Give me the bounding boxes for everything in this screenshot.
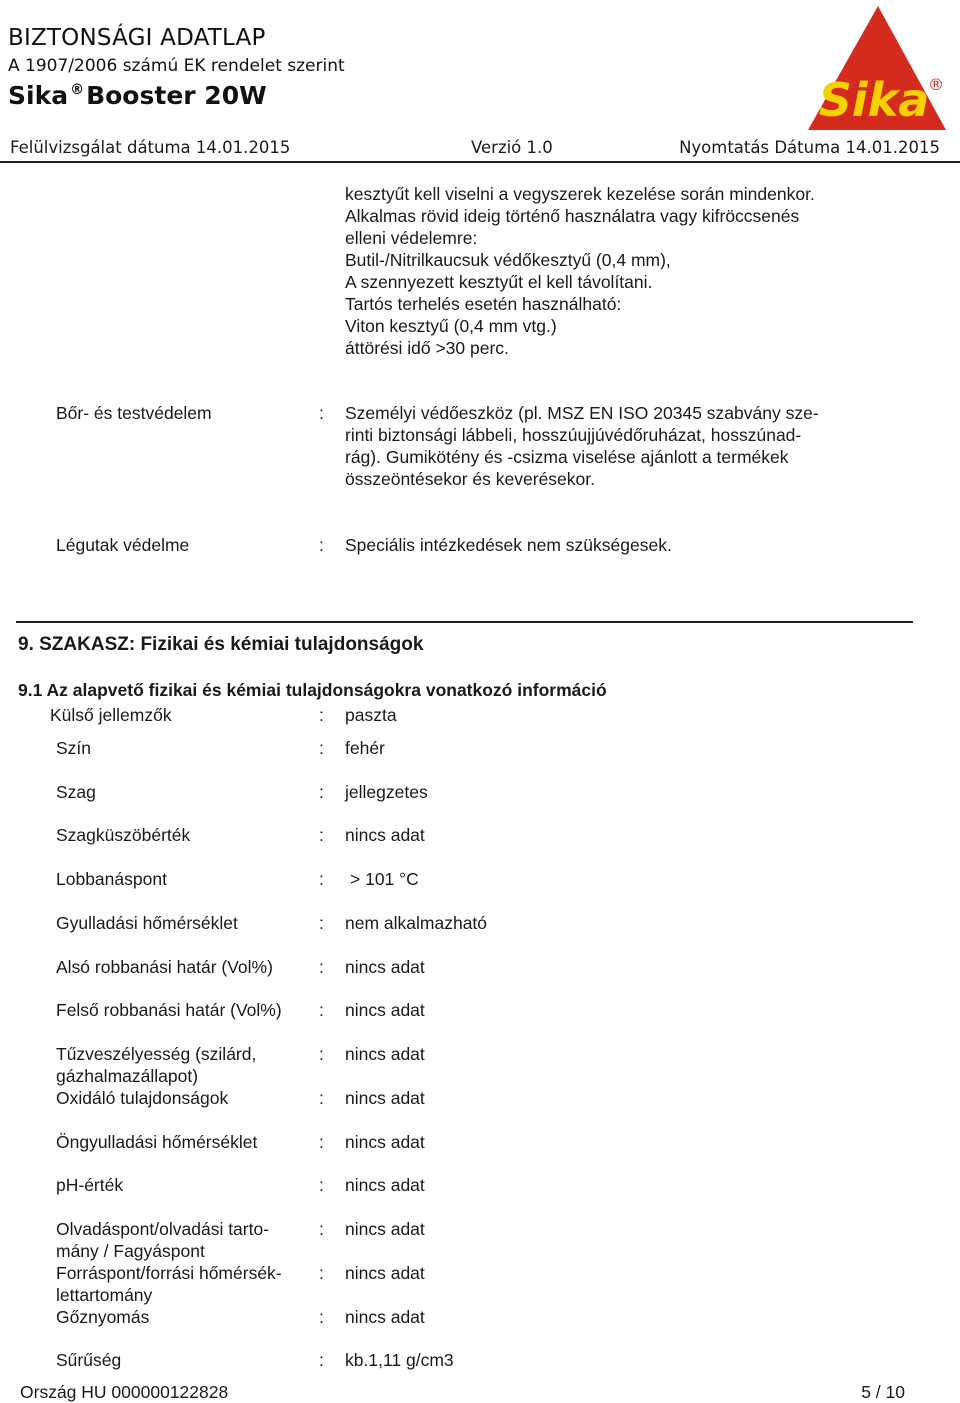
skin-protection-line: összeöntésekor és keverésekor. bbox=[345, 469, 595, 489]
sika-logo-text: Sika bbox=[818, 73, 930, 127]
header-rule bbox=[0, 161, 960, 163]
property-label: Sűrűség bbox=[56, 1350, 122, 1370]
property-value: nincs adat bbox=[345, 1219, 425, 1239]
property-label-cont: mány / Fagyáspont bbox=[56, 1241, 205, 1261]
product-name-post: Booster 20W bbox=[86, 81, 267, 110]
property-colon: : bbox=[319, 1132, 324, 1152]
subsection-heading: 9.1 Az alapvető fizikai és kémiai tulajdonságokra vonatkozó információ bbox=[18, 680, 607, 700]
hand-protection-line: elleni védelemre: bbox=[345, 228, 478, 248]
hand-protection-line: Viton kesztyű (0,4 mm vtg.) bbox=[345, 316, 557, 336]
property-colon: : bbox=[319, 1219, 324, 1239]
sika-logo-mark: ® bbox=[928, 75, 944, 94]
sika-logo bbox=[806, 4, 956, 132]
property-label-cont: lettartomány bbox=[56, 1285, 153, 1305]
property-label: Szag bbox=[56, 782, 96, 802]
property-colon: : bbox=[319, 1307, 324, 1327]
property-label: Tűzveszélyesség (szilárd, bbox=[56, 1044, 257, 1064]
skin-protection-line: rinti biztonsági lábbeli, hosszúujjúvédőruházat, hosszúnad- bbox=[345, 425, 802, 445]
page-number: 5 / 10 bbox=[861, 1382, 905, 1402]
registered-mark: ® bbox=[70, 82, 85, 98]
respiratory-protection-label: Légutak védelme bbox=[56, 535, 190, 555]
property-value: nem alkalmazható bbox=[345, 913, 488, 933]
hand-protection-line: kesztyűt kell viselni a vegyszerek kezelése során mindenkor. bbox=[345, 184, 815, 204]
hand-protection-line: áttörési idő >30 perc. bbox=[345, 338, 509, 358]
property-value: nincs adat bbox=[345, 1132, 425, 1152]
property-colon: : bbox=[319, 782, 324, 802]
document-title: BIZTONSÁGI ADATLAP bbox=[8, 25, 266, 51]
hand-protection-line: A szennyezett kesztyűt el kell távolítani. bbox=[345, 272, 653, 292]
property-label: Alsó robbanási határ (Vol%) bbox=[56, 957, 273, 977]
property-label-cont: gázhalmazállapot) bbox=[56, 1066, 199, 1086]
skin-protection-line: Személyi védőeszköz (pl. MSZ EN ISO 20345 szabvány sze- bbox=[345, 403, 819, 423]
appearance-colon: : bbox=[319, 705, 324, 725]
property-colon: : bbox=[319, 738, 324, 758]
property-colon: : bbox=[319, 1175, 324, 1195]
property-label: pH-érték bbox=[56, 1175, 124, 1195]
skin-protection-label: Bőr- és testvédelem bbox=[56, 403, 212, 423]
property-colon: : bbox=[319, 869, 324, 889]
respiratory-protection-colon: : bbox=[319, 535, 324, 555]
property-value: > 101 °C bbox=[350, 869, 419, 889]
property-label: Gőznyomás bbox=[56, 1307, 150, 1327]
footer-country-code: Ország HU 000000122828 bbox=[20, 1382, 229, 1402]
property-value: fehér bbox=[345, 738, 385, 758]
property-colon: : bbox=[319, 957, 324, 977]
property-label: Olvadáspont/olvadási tarto- bbox=[56, 1219, 270, 1239]
property-value: nincs adat bbox=[345, 1044, 425, 1064]
hand-protection-line: Tartós terhelés esetén használható: bbox=[345, 294, 622, 314]
property-colon: : bbox=[319, 1350, 324, 1370]
skin-protection-colon: : bbox=[319, 403, 324, 423]
property-label: Szagküszöbérték bbox=[56, 825, 191, 845]
property-label: Lobbanáspont bbox=[56, 869, 167, 889]
property-value: jellegzetes bbox=[345, 782, 428, 802]
property-value: nincs adat bbox=[345, 1263, 425, 1283]
property-colon: : bbox=[319, 825, 324, 845]
property-colon: : bbox=[319, 1000, 324, 1020]
property-value: nincs adat bbox=[345, 1088, 425, 1108]
review-date: Felülvizsgálat dátuma 14.01.2015 bbox=[10, 138, 291, 157]
property-label: Forráspont/forrási hőmérsék- bbox=[56, 1263, 282, 1283]
property-value: nincs adat bbox=[345, 1307, 425, 1327]
hand-protection-line: Butil-/Nitrilkaucsuk védőkesztyű (0,4 mm), bbox=[345, 250, 671, 270]
print-date: Nyomtatás Dátuma 14.01.2015 bbox=[679, 138, 940, 157]
property-value: nincs adat bbox=[345, 957, 425, 977]
appearance-label: Külső jellemzők bbox=[50, 705, 172, 725]
product-name-pre: Sika bbox=[8, 81, 69, 110]
section-heading: 9. SZAKASZ: Fizikai és kémiai tulajdonságok bbox=[18, 634, 424, 655]
property-label: Öngyulladási hőmérséklet bbox=[56, 1132, 258, 1152]
product-name bbox=[8, 81, 267, 110]
property-colon: : bbox=[319, 1088, 324, 1108]
property-colon: : bbox=[319, 913, 324, 933]
property-value: nincs adat bbox=[345, 1175, 425, 1195]
hand-protection-line: Alkalmas rövid ideig történő használatra vagy kifröccsenés bbox=[345, 206, 800, 226]
property-value: nincs adat bbox=[345, 825, 425, 845]
version: Verzió 1.0 bbox=[471, 138, 553, 157]
property-value: nincs adat bbox=[345, 1000, 425, 1020]
property-label: Felső robbanási határ (Vol%) bbox=[56, 1000, 282, 1020]
regulation-subtitle: A 1907/2006 számú EK rendelet szerint bbox=[8, 56, 345, 76]
property-value: kb.1,11 g/cm3 bbox=[345, 1350, 454, 1370]
property-label: Gyulladási hőmérséklet bbox=[56, 913, 238, 933]
respiratory-protection-value: Speciális intézkedések nem szükségesek. bbox=[345, 535, 672, 555]
appearance-value: paszta bbox=[345, 705, 397, 725]
property-label: Szín bbox=[56, 738, 92, 758]
property-colon: : bbox=[319, 1263, 324, 1283]
skin-protection-line: rág). Gumikötény és -csizma viselése ajánlott a termékek bbox=[345, 447, 789, 467]
property-colon: : bbox=[319, 1044, 324, 1064]
property-label: Oxidáló tulajdonságok bbox=[56, 1088, 229, 1108]
section-rule bbox=[16, 621, 913, 623]
